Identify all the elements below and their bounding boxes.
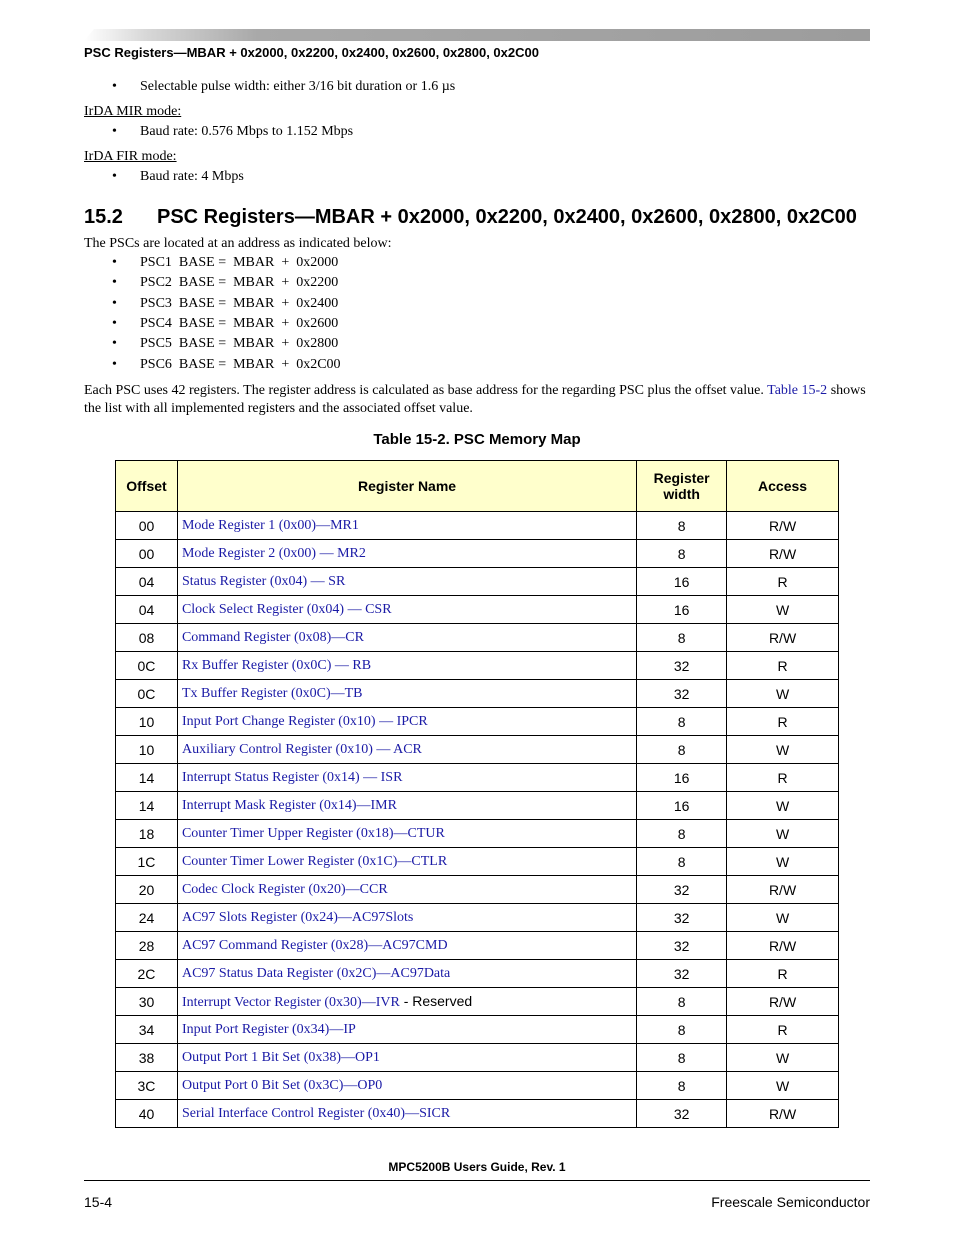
offset-cell: 24 [116, 904, 178, 932]
access-cell: W [727, 904, 839, 932]
register-width-cell: 8 [637, 512, 727, 540]
access-cell: W [727, 848, 839, 876]
register-link[interactable]: AC97 Status Data Register (0x2C)—AC97Data [181, 965, 451, 981]
running-header: PSC Registers—MBAR + 0x2000, 0x2200, 0x2400, 0x2600, 0x2800, 0x2C00 [84, 45, 539, 60]
table-row [116, 876, 839, 904]
column-header-register-name: Register Name [177, 461, 636, 512]
table-row [116, 988, 839, 1016]
register-width-cell: 16 [637, 764, 727, 792]
offset-cell: 40 [116, 1100, 178, 1128]
column-header-offset: Offset [116, 461, 178, 512]
offset-cell: 0C [116, 652, 178, 680]
column-header-access: Access [727, 461, 839, 512]
irda-fir-label: IrDA FIR mode: [84, 149, 177, 164]
access-cell: R/W [727, 1100, 839, 1128]
table-caption: Table 15-2. PSC Memory Map [373, 431, 581, 448]
register-width-cell: 32 [637, 680, 727, 708]
access-cell: R [727, 568, 839, 596]
register-width-cell: 8 [637, 624, 727, 652]
register-link[interactable]: Interrupt Mask Register (0x14)—IMR [181, 797, 397, 813]
offset-cell: 0C [116, 680, 178, 708]
register-width-cell: 8 [637, 540, 727, 568]
register-link[interactable]: Mode Register 2 (0x00) — MR2 [181, 545, 366, 561]
list-item-text: PSC1 BASE = MBAR + 0x2000 [140, 255, 339, 270]
register-width-cell: 32 [637, 652, 727, 680]
table-row [116, 736, 839, 764]
offset-cell: 14 [116, 792, 178, 820]
access-cell: R [727, 960, 839, 988]
register-name-cell [177, 1016, 636, 1044]
register-name-cell [177, 680, 636, 708]
register-width-cell: 32 [637, 960, 727, 988]
table-row [116, 820, 839, 848]
register-name-cell [177, 596, 636, 624]
offset-cell: 3C [116, 1072, 178, 1100]
table-row [116, 596, 839, 624]
table-header-row [116, 461, 839, 512]
footer-company: Freescale Semiconductor [711, 1194, 870, 1210]
offset-cell: 08 [116, 624, 178, 652]
list-item-text: PSC4 BASE = MBAR + 0x2600 [140, 316, 339, 331]
register-name-cell [177, 652, 636, 680]
bullet-glyph: • [112, 336, 117, 351]
register-name-cell [177, 876, 636, 904]
register-name-cell [177, 932, 636, 960]
register-width-cell: 8 [637, 1016, 727, 1044]
list-item [112, 336, 338, 352]
register-width-cell: 8 [637, 1072, 727, 1100]
register-width-cell: 8 [637, 820, 727, 848]
offset-cell: 04 [116, 568, 178, 596]
register-width-cell: 32 [637, 904, 727, 932]
table-row [116, 568, 839, 596]
register-width-cell: 32 [637, 932, 727, 960]
table-row [116, 1100, 839, 1128]
register-link[interactable]: Mode Register 1 (0x00)—MR1 [181, 517, 359, 533]
list-item [112, 79, 455, 95]
access-cell: R/W [727, 512, 839, 540]
offset-cell: 00 [116, 540, 178, 568]
list-item [112, 357, 341, 373]
register-name-cell [177, 708, 636, 736]
list-item [112, 316, 338, 332]
header-text-line: width [663, 486, 700, 502]
register-link[interactable]: AC97 Slots Register (0x24)—AC97Slots [181, 909, 414, 925]
access-cell: W [727, 820, 839, 848]
offset-cell: 04 [116, 596, 178, 624]
register-note: - Reserved [399, 992, 473, 1009]
list-item-text: PSC6 BASE = MBAR + 0x2C00 [140, 357, 341, 372]
offset-cell: 30 [116, 988, 178, 1016]
access-cell: W [727, 736, 839, 764]
table-row [116, 932, 839, 960]
list-item-text: PSC5 BASE = MBAR + 0x2800 [140, 336, 339, 351]
register-name-cell [177, 568, 636, 596]
register-width-cell: 8 [637, 988, 727, 1016]
section-intro: The PSCs are located at an address as indicated below: [84, 236, 392, 251]
table-row [116, 680, 839, 708]
register-link[interactable]: Interrupt Status Register (0x14) — ISR [181, 769, 403, 785]
bullet-glyph: • [112, 316, 117, 331]
header-decorative-bar [84, 29, 870, 41]
register-width-cell: 8 [637, 708, 727, 736]
register-name-cell [177, 988, 636, 1016]
list-item [112, 124, 353, 140]
access-cell: R [727, 1016, 839, 1044]
table-row [116, 764, 839, 792]
table-row [116, 652, 839, 680]
access-cell: W [727, 680, 839, 708]
register-link[interactable]: Tx Buffer Register (0x0C)—TB [181, 685, 363, 701]
bullet-glyph: • [112, 124, 117, 139]
footer-divider [84, 1180, 870, 1181]
irda-mir-label: IrDA MIR mode: [84, 104, 182, 119]
bullet-glyph: • [112, 79, 117, 94]
access-cell: W [727, 1044, 839, 1072]
list-item [112, 169, 244, 185]
access-cell: R/W [727, 932, 839, 960]
register-width-cell: 16 [637, 596, 727, 624]
bullet-glyph: • [112, 275, 117, 290]
register-link[interactable]: Clock Select Register (0x04) — CSR [181, 601, 392, 617]
list-item [112, 275, 338, 291]
offset-cell: 10 [116, 736, 178, 764]
page-number: 15-4 [84, 1194, 113, 1210]
register-link[interactable]: AC97 Command Register (0x28)—AC97CMD [181, 937, 448, 953]
register-link[interactable]: Serial Interface Control Register (0x40)—SICR [181, 1105, 451, 1121]
offset-cell: 28 [116, 932, 178, 960]
register-link[interactable]: Counter Timer Lower Register (0x1C)—CTLR [181, 853, 448, 869]
table-row [116, 960, 839, 988]
register-width-cell: 8 [637, 1044, 727, 1072]
register-name-cell [177, 848, 636, 876]
register-name-cell [177, 736, 636, 764]
register-link[interactable]: Output Port 0 Bit Set (0x3C)—OP0 [181, 1077, 383, 1093]
register-width-cell: 16 [637, 568, 727, 596]
offset-cell: 18 [116, 820, 178, 848]
table-row [116, 904, 839, 932]
register-link[interactable]: Input Port Change Register (0x10) — IPCR [181, 713, 428, 729]
register-link[interactable]: Input Port Register (0x34)—IP [181, 1021, 356, 1037]
table-row [116, 848, 839, 876]
offset-cell: 2C [116, 960, 178, 988]
offset-cell: 1C [116, 848, 178, 876]
access-cell: W [727, 596, 839, 624]
access-cell: W [727, 1072, 839, 1100]
list-item-text: Selectable pulse width: either 3/16 bit duration or 1.6 µs [140, 79, 456, 94]
list-item [112, 296, 338, 312]
access-cell: R [727, 652, 839, 680]
section-heading [84, 206, 857, 229]
column-header-register-width [637, 461, 727, 512]
bullet-glyph: • [112, 357, 117, 372]
register-link[interactable]: Command Register (0x08)—CR [181, 629, 364, 645]
footer-document-title: MPC5200B Users Guide, Rev. 1 [388, 1160, 566, 1174]
table-reference-link[interactable]: Table 15-2 [767, 383, 828, 398]
register-name-cell [177, 764, 636, 792]
section-title: PSC Registers—MBAR + 0x2000, 0x2200, 0x2400, 0x2600, 0x2800, 0x2C00 [157, 206, 857, 228]
register-link[interactable]: Status Register (0x04) — SR [181, 573, 346, 589]
register-name-cell [177, 624, 636, 652]
register-name-cell [177, 1044, 636, 1072]
paragraph-text: Each PSC uses 42 registers. The register address is calculated as base address for the regarding PSC plus the offset value. [84, 383, 768, 398]
offset-cell: 00 [116, 512, 178, 540]
paragraph-text: shows the list with all implemented registers and the associated offset value. [84, 383, 866, 416]
list-item-text: PSC2 BASE = MBAR + 0x2200 [140, 275, 339, 290]
register-name-cell [177, 1072, 636, 1100]
list-item-text: Baud rate: 4 Mbps [140, 169, 244, 184]
access-cell: R/W [727, 876, 839, 904]
register-name-cell [177, 512, 636, 540]
description-paragraph [84, 382, 874, 418]
access-cell: W [727, 792, 839, 820]
list-item-text: PSC3 BASE = MBAR + 0x2400 [140, 296, 339, 311]
offset-cell: 38 [116, 1044, 178, 1072]
register-link[interactable]: Interrupt Vector Register (0x30)—IVR [181, 994, 400, 1010]
offset-cell: 20 [116, 876, 178, 904]
bullet-glyph: • [112, 255, 117, 270]
register-link[interactable]: Counter Timer Upper Register (0x18)—CTUR [181, 825, 445, 841]
register-width-cell: 8 [637, 736, 727, 764]
table-row [116, 1016, 839, 1044]
offset-cell: 14 [116, 764, 178, 792]
register-name-cell [177, 792, 636, 820]
table-row [116, 792, 839, 820]
register-width-cell: 32 [637, 876, 727, 904]
register-link[interactable]: Codec Clock Register (0x20)—CCR [181, 881, 388, 897]
register-name-cell [177, 1100, 636, 1128]
access-cell: R/W [727, 624, 839, 652]
table-row [116, 540, 839, 568]
table-row [116, 1044, 839, 1072]
register-name-cell [177, 820, 636, 848]
access-cell: R [727, 708, 839, 736]
register-name-cell [177, 904, 636, 932]
register-width-cell: 16 [637, 792, 727, 820]
table-row [116, 624, 839, 652]
header-text-line: Register [653, 470, 710, 486]
section-number: 15.2 [84, 206, 123, 228]
register-link[interactable]: Output Port 1 Bit Set (0x38)—OP1 [181, 1049, 380, 1065]
access-cell: R/W [727, 540, 839, 568]
table-row [116, 512, 839, 540]
register-name-cell [177, 540, 636, 568]
psc-memory-map-table [115, 460, 839, 1128]
register-link[interactable]: Auxiliary Control Register (0x10) — ACR [181, 741, 422, 757]
register-link[interactable]: Rx Buffer Register (0x0C) — RB [181, 657, 372, 673]
access-cell: R/W [727, 988, 839, 1016]
register-width-cell: 8 [637, 848, 727, 876]
list-item-text: Baud rate: 0.576 Mbps to 1.152 Mbps [140, 124, 354, 139]
bullet-glyph: • [112, 169, 117, 184]
register-name-cell [177, 960, 636, 988]
table-row [116, 708, 839, 736]
register-width-cell: 32 [637, 1100, 727, 1128]
table-body [116, 512, 839, 1128]
offset-cell: 10 [116, 708, 178, 736]
bullet-glyph: • [112, 296, 117, 311]
list-item [112, 255, 338, 271]
table-row [116, 1072, 839, 1100]
access-cell: R [727, 764, 839, 792]
offset-cell: 34 [116, 1016, 178, 1044]
